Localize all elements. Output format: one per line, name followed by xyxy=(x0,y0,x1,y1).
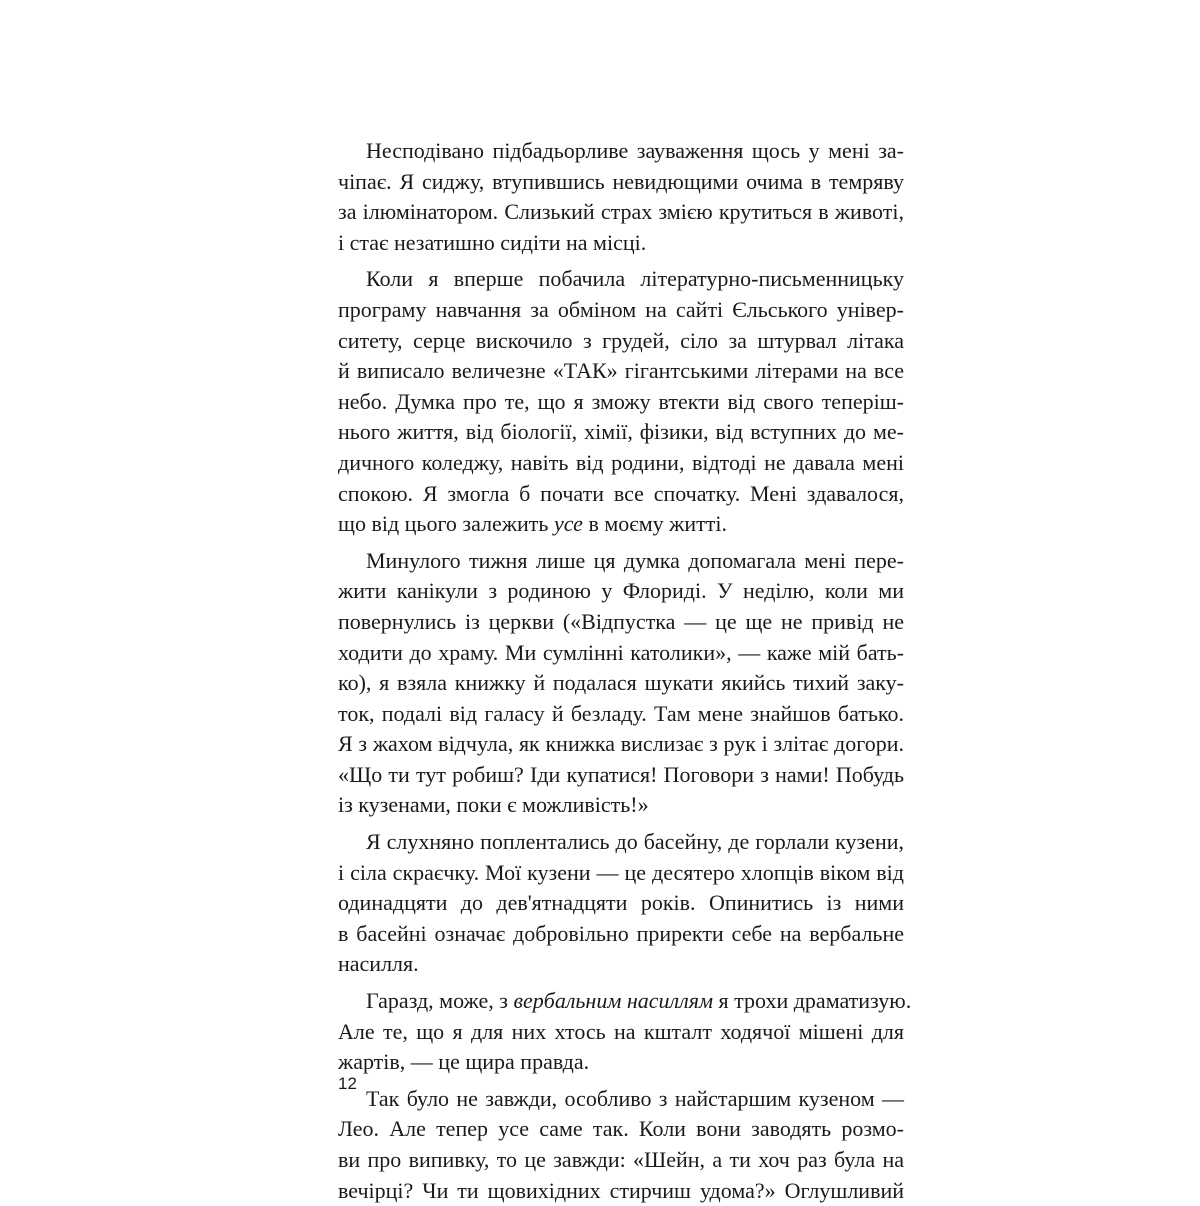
text-line: небо. Думка про те, що я зможу втекти від свого теперіш- xyxy=(338,388,904,414)
text-segment: я трохи драматизую. xyxy=(713,988,912,1014)
page-body xyxy=(338,136,912,1206)
text-line: Несподівано підбадьорливе зауваження щось у мені за- xyxy=(366,138,904,163)
text-line: ко), я взяла книжку й подалася шукати якийсь тихий заку- xyxy=(338,670,904,696)
text-line: жартів, — це щира правда. xyxy=(338,1049,590,1075)
text-line: насилля. xyxy=(338,951,419,977)
text-line xyxy=(338,509,904,540)
emphasis-text: усе xyxy=(553,511,583,537)
page-number: 12 xyxy=(338,1074,357,1093)
text-line: Я з жахом відчула, як книжка вислизає з рук і злітає догори. xyxy=(338,731,904,757)
emphasis-text: вербальним насиллям xyxy=(513,988,714,1014)
text-segment: Гаразд, може, з xyxy=(366,988,514,1014)
text-line: Коли я вперше побачила літературно-письменницьку xyxy=(366,266,904,292)
text-line xyxy=(338,986,912,1017)
text-line: за ілюмінатором. Слизький страх змією крутиться в животі, xyxy=(338,199,904,225)
text-line: чіпає. Я сиджу, втупившись невидющими очима в темряву xyxy=(338,168,904,194)
text-line: і сіла скраєчку. Мої кузени — це десятеро хлопців віком від xyxy=(338,859,904,885)
text-line: Так було не завжди, особливо з найстаршим кузеном — xyxy=(366,1085,904,1111)
text-line: одинадцяти до дев'ятнадцяти років. Опинитись із ними xyxy=(338,890,904,916)
paragraph xyxy=(338,1084,904,1206)
text-line: вечірці? Чи ти щовихідних стирчиш удома?» Оглушливий xyxy=(338,1177,904,1203)
paragraph xyxy=(338,827,904,980)
text-line: ви про випивку, то це завжди: «Шейн, а ти хоч раз була на xyxy=(338,1147,904,1172)
text-line: Але те, що я для них хтось на кшталт ходячої мішені для xyxy=(338,1018,904,1044)
text-line: ходити до храму. Ми сумлінні католики», — каже мій бать- xyxy=(338,639,904,665)
text-line: Лео. Але тепер усе саме так. Коли вони заводять розмо- xyxy=(338,1116,904,1142)
text-line: жити канікули з родиною у Флориді. У неділю, коли ми xyxy=(338,578,904,604)
paragraph xyxy=(338,986,912,1078)
text-line: «Що ти тут робиш? Іди купатися! Поговори з нами! Побудь xyxy=(338,761,904,787)
text-line: Минулого тижня лише ця думка допомагала мені пере- xyxy=(366,547,904,573)
text-line: із кузенами, поки є можливість!» xyxy=(338,792,649,818)
paragraph xyxy=(338,136,904,258)
text-segment: що від цього залежить xyxy=(338,511,554,537)
text-line: і стає незатишно сидіти на місці. xyxy=(338,229,647,255)
text-line: нього життя, від біології, хімії, фізики, від вступних до ме- xyxy=(338,419,904,445)
text-line: ситету, серце вискочило з грудей, сіло за штурвал літака xyxy=(338,327,904,353)
paragraph xyxy=(338,546,904,821)
text-line: ток, подалі від галасу й безладу. Там мене знайшов батько. xyxy=(338,700,904,726)
text-segment: в моєму житті. xyxy=(582,511,727,537)
text-line: й виписало величезне «ТАК» гігантськими літерами на все xyxy=(338,358,904,384)
text-line: програму навчання за обміном на сайті Єльського універ- xyxy=(338,296,904,322)
paragraph xyxy=(338,264,904,539)
text-line: в басейні означає добровільно приректи себе на вербальне xyxy=(338,920,904,946)
text-line: повернулись із церкви («Відпустка — це ще не привід не xyxy=(338,608,904,634)
text-line: Я слухняно поплентались до басейну, де горлали кузени, xyxy=(366,829,904,855)
text-line: дичного коледжу, навіть від родини, відтоді не давала мені xyxy=(338,449,904,475)
text-line: спокою. Я змогла б почати все спочатку. Мені здавалося, xyxy=(338,480,904,506)
